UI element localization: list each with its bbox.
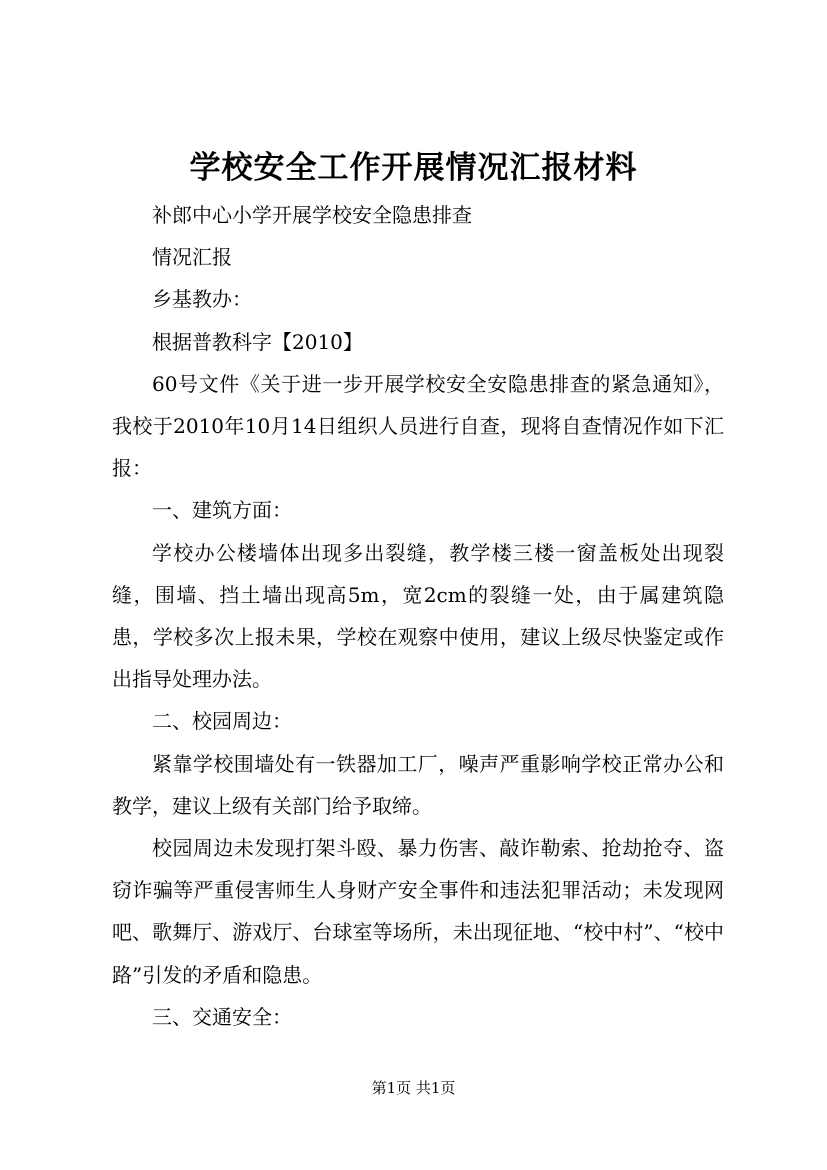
- paragraph: 紧靠学校围墙处有一铁器加工厂，噪声严重影响学校正常办公和教学，建议上级有关部门给予取缔。: [112, 751, 724, 818]
- section-heading: 三、交通安全：: [152, 1004, 292, 1029]
- paragraph: 乡基教办：: [152, 287, 252, 312]
- paragraph: 60号文件《关于进一步开展学校安全安隐患排查的紧急通知》，我校于2010年10月14日组织人员进行自查，现将自查情况作如下汇报：: [112, 371, 724, 481]
- section-heading: 二、校园周边：: [152, 709, 292, 734]
- paragraph: 学校办公楼墙体出现多出裂缝，教学楼三楼一窗盖板处出现裂缝，围墙、挡土墙出现高5m，宽2cm的裂缝一处，由于属建筑隐患，学校多次上报未果，学校在观察中使用，建议上级尽快鉴定或作出指导处理办法。: [112, 540, 724, 692]
- paragraph: 情况汇报: [152, 245, 232, 270]
- section-heading: 一、建筑方面：: [152, 498, 292, 523]
- document-title: 学校安全工作开展情况汇报材料: [189, 150, 638, 186]
- paragraph: 根据普教科字【2010】: [152, 329, 363, 354]
- paragraph: 补郎中心小学开展学校安全隐患排查: [152, 203, 472, 227]
- page-footer: 第1页 共1页: [371, 1079, 456, 1097]
- document-body: [112, 194, 724, 1038]
- paragraph: 校园周边未发现打架斗殴、暴力伤害、敲诈勒索、抢劫抢夺、盗窃诈骗等严重侵害师生人身财产安全事件和违法犯罪活动；未发现网吧、歌舞厅、游戏厅、台球室等场所，未出现征地、“校中村”、“校中路”引发的矛盾和隐患。: [112, 836, 724, 987]
